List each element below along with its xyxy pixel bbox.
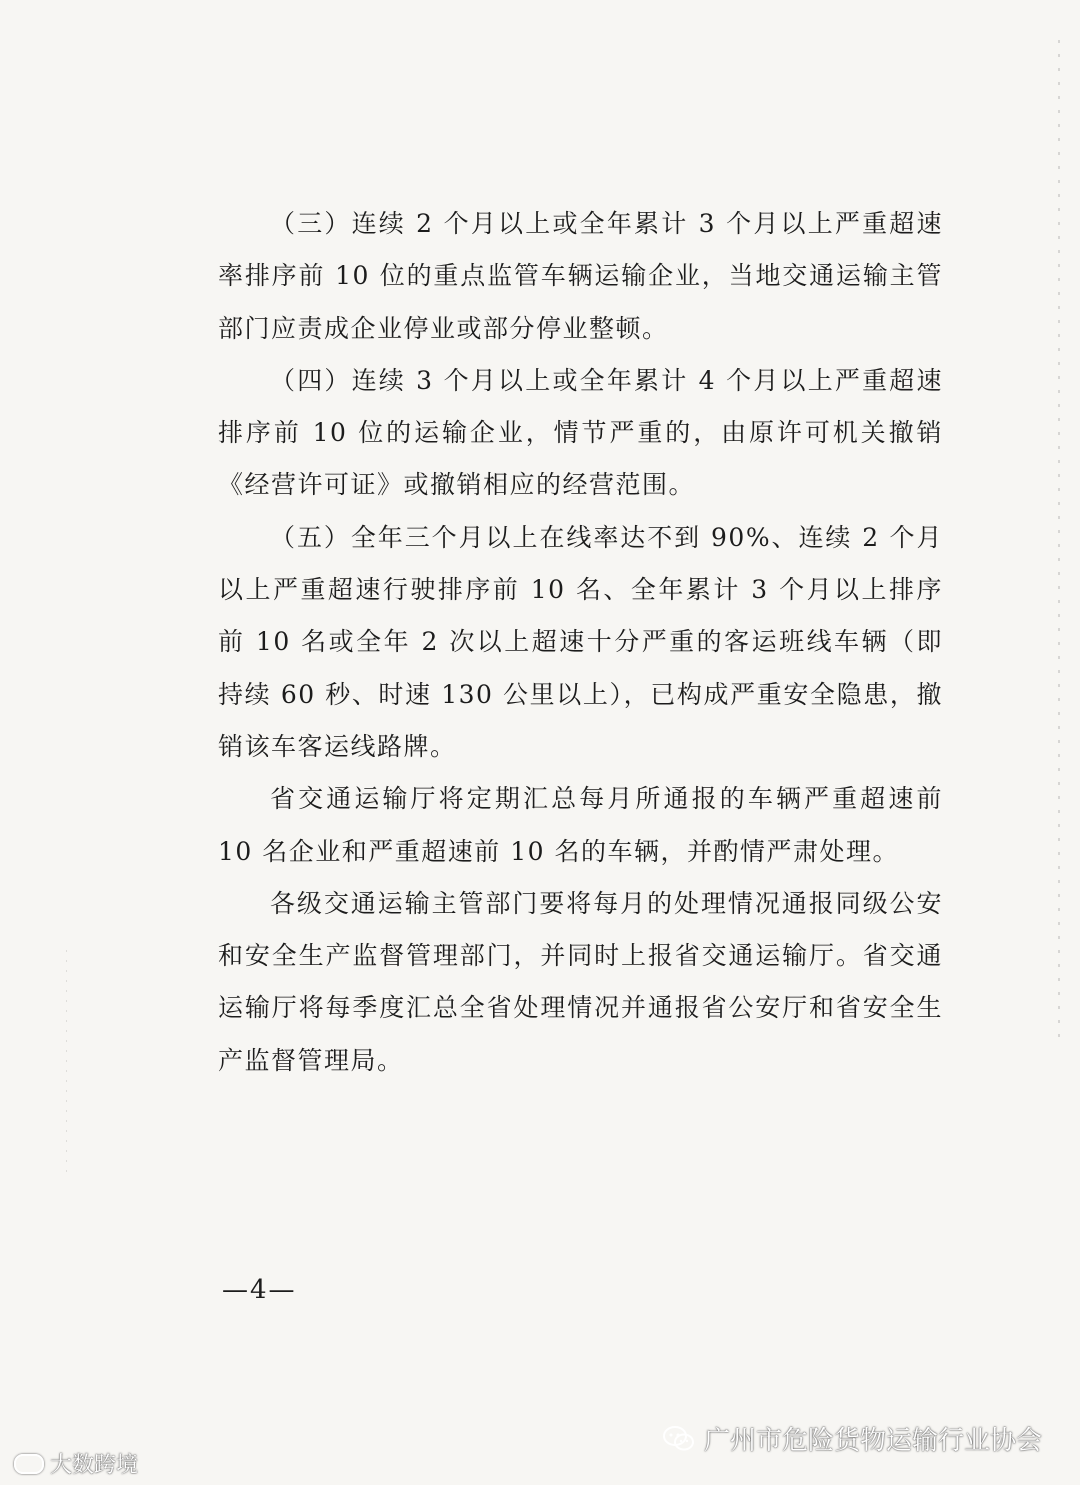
scan-edge-mark-left [66, 950, 67, 1180]
watermark-left-text: 大数跨境 [50, 1453, 139, 1478]
paragraph-item-4: （四）连续 3 个月以上或全年累计 4 个月以上严重超速排序前 10 位的运输企业，情节严重的，由原许可机关撤销《经营许可证》或撤销相应的经营范围。 [218, 365, 943, 500]
watermark-right-text: 广州市危险货物运输行业协会 [704, 1426, 1043, 1456]
paragraph-item-5: （五）全年三个月以上在线率达不到 90%、连续 2 个月以上严重超速行驶排序前 10 名、全年累计 3 个月以上排序前 10 名或全年 2 次以上超速十分严重的客运班线车辆（即持续 60 秒、时速 130 公里以上），已构成严重安全隐患，撤销该车客运线路牌。 [218, 522, 943, 761]
logo-icon [14, 1454, 44, 1474]
paragraph-item-3: （三）连续 2 个月以上或全年累计 3 个月以上严重超速率排序前 10 位的重点监管车辆运输企业，当地交通运输主管部门应责成企业停业或部分停业整顿。 [218, 209, 943, 343]
paragraph-reporting: 各级交通运输主管部门要将每月的处理情况通报同级公安和安全生产监督管理部门，并同时上报省交通运输厅。省交通运输厅将每季度汇总全省处理情况并通报省公安厅和省安全生产监督管理局。 [218, 888, 943, 1075]
page-number: —4— [222, 1275, 297, 1305]
scan-edge-mark [1058, 40, 1060, 1040]
watermark-right [662, 1420, 1042, 1457]
paragraph-summary: 省交通运输厅将定期汇总每月所通报的车辆严重超速前 10 名企业和严重超速前 10 名的车辆，并酌情严肃处理。 [218, 784, 943, 866]
wechat-icon [662, 1425, 696, 1453]
document-body [218, 198, 943, 1087]
watermark-left [14, 1448, 138, 1479]
